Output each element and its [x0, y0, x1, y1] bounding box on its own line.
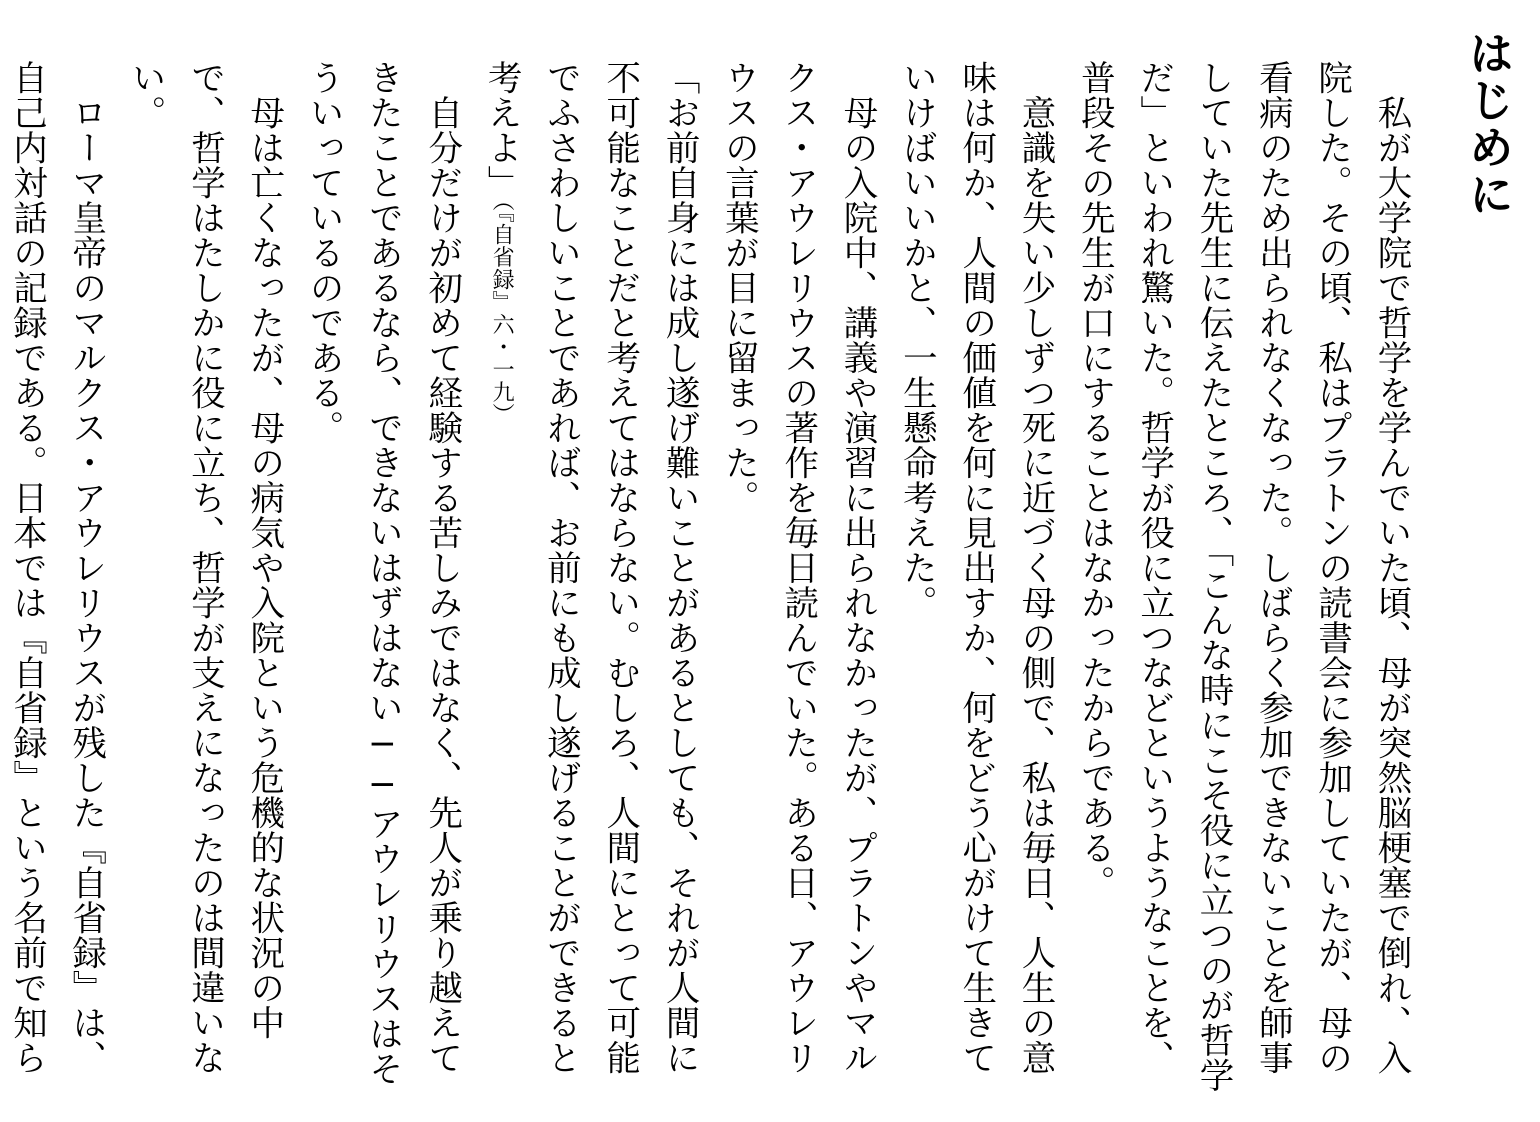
quote-paragraph	[471, 60, 708, 1100]
quote-text: 「お前自身には成し遂げ難いことがあるとしても、それが人間に不可能なことだと考えてはならない。むしろ、人間にとって可能でふさわしいことであれば、お前にも成し遂げることができると考えよ」	[481, 60, 700, 1075]
paragraph: 意識を失い少しずつ死に近づく母の側で、私は毎日、人生の意味は何か、人間の価値を何に見出すか、何をどう心がけて生きていけばいいかと、一生懸命考えた。	[896, 60, 1056, 1075]
paragraph: ローマ皇帝のマルクス・アウレリウスが残した『自省録』は、自己内対話の記録である。日本では『自省録』という名前で知ら	[6, 60, 106, 1075]
paragraph: 自分だけが初めて経験する苦しみではなく、先人が乗り越えてきたことであるなら、できないはずはない──アウレリウスはそういっているのである。	[303, 60, 462, 1086]
chapter-heading: はじめに	[1461, 30, 1514, 218]
paragraph: 母の入院中、講義や演習に出られなかったが、プラトンやマルクス・アウレリウスの著作を毎日読んでいた。ある日、アウレリウスの言葉が目に留まった。	[718, 60, 878, 1075]
quote-citation: （『自省録』六・一九）	[489, 200, 515, 426]
body-text	[0, 60, 1420, 1100]
paragraph: 母は亡くなったが、母の病気や入院という危機的な状況の中で、哲学はたしかに役に立ち、哲学が支えになったのは間違いない。	[125, 60, 284, 1075]
paragraph: 私が大学院で哲学を学んでいた頃、母が突然脳梗塞で倒れ、入院した。その頃、私はプラトンの読書会に参加していたが、母の看病のため出られなくなった。しばらく参加できないことを師事していた先生に伝えたところ、「こんな時にこそ役に立つのが哲学だ」といわれ驚いた。哲学が役に立つなどというようなことを、普段その先生が口にすることはなかったからである。	[1074, 60, 1411, 1093]
